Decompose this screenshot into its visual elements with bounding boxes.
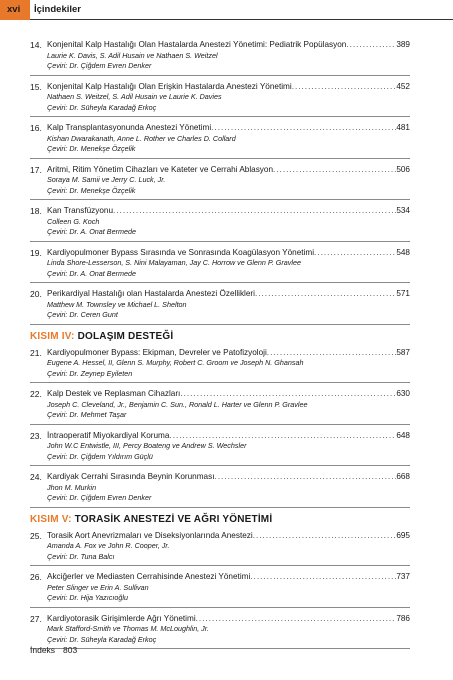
chapter-authors: Soraya M. Samii ve Jerry C. Luck, Jr. — [47, 175, 166, 184]
chapter-line — [47, 614, 410, 625]
toc-entry — [30, 289, 410, 325]
chapter-authors: John W.C Entwistle, III, Percy Boateng ve Andrew S. Wechsler — [47, 441, 247, 450]
chapter-title: Kardiyopulmoner Bypass: Ekipman, Devreler ve Patofizyoloji — [47, 347, 267, 357]
chapter-page: 587 — [396, 347, 410, 357]
chapter-translator: Çeviri: Dr. Süheyla Karadağ Erkoç — [47, 102, 157, 112]
chapter-number: 27. — [30, 613, 42, 624]
chapter-translator: Çeviri: Dr. Çiğdem Evren Denker — [47, 61, 152, 70]
chapter-authors: Nathaen S. Weitzel, S. Adil Husain ve Laurie K. Davies — [47, 92, 222, 101]
section-heading-part-4: KISIM IV: DOLAŞIM DESTEĞİ — [30, 330, 174, 342]
chapter-title: Torasik Aort Anevrizmaları ve Diseksiyonlarında Anestezi — [47, 530, 253, 540]
chapter-title: Perikardiyal Hastalığı olan Hastalarda Anestezi Özellikleri — [47, 289, 255, 298]
chapter-title: Kardiyak Cerrahi Sırasında Beynin Korunması — [47, 472, 215, 481]
chapter-line — [47, 348, 410, 359]
chapter-number: 23. — [30, 430, 42, 441]
chapter-page: 668 — [396, 472, 410, 481]
chapter-authors: Linda Shore-Lesserson, S. Nini Malayaman, Jay C. Horrow ve Glenn P. Gravlee — [47, 258, 301, 267]
dot-leader — [314, 248, 396, 259]
chapter-line — [47, 82, 410, 93]
dot-leader — [169, 431, 396, 442]
chapter-translator: Çeviri: Dr. Tuna Balcı — [47, 551, 115, 561]
toc-entry — [30, 614, 410, 650]
chapter-translator: Çeviri: Dr. Süheyla Karadağ Erkoç — [47, 634, 157, 644]
section-heading-part-5: KISIM V: TORASİK ANESTEZİ VE AĞRI YÖNETİMİ — [30, 513, 273, 525]
chapter-authors: Mark Stafford-Smith ve Thomas M. McLoughlin, Jr. — [47, 624, 209, 633]
chapter-translator: Çeviri: Dr. Menekşe Özçelik — [47, 144, 136, 153]
toc-entry — [30, 389, 410, 425]
chapter-line — [47, 531, 410, 542]
chapter-number: 20. — [30, 289, 42, 299]
dot-leader — [214, 472, 396, 483]
chapter-number: 24. — [30, 472, 42, 482]
dot-leader — [253, 531, 397, 542]
dot-leader — [346, 40, 396, 51]
chapter-authors: Eugene A. Hessel, II, Glenn S. Murphy, Robert C. Groom ve Joseph N. Ghansah — [47, 358, 304, 367]
chapter-title: Kan Transfüzyonu — [47, 206, 113, 215]
dot-leader — [292, 82, 397, 93]
chapter-line — [47, 472, 410, 483]
chapter-line — [47, 123, 410, 134]
chapter-translator: Çeviri: Dr. Çiğdem Evren Denker — [47, 493, 152, 502]
toc-entry — [30, 531, 410, 567]
chapter-page: 630 — [396, 389, 410, 398]
chapter-number: 15. — [30, 81, 42, 92]
dot-leader — [180, 389, 396, 400]
dot-leader — [250, 572, 396, 583]
toc-entry — [30, 431, 410, 467]
toc-entry — [30, 40, 410, 76]
toc-entry — [30, 123, 410, 159]
toc-group-part-4 — [30, 348, 410, 508]
chapter-translator: Çeviri: Dr. Ceren Gunt — [47, 310, 118, 319]
toc-entry — [30, 472, 410, 508]
chapter-number: 18. — [30, 206, 42, 216]
chapter-authors: Amanda A. Fox ve John R. Cooper, Jr. — [47, 541, 170, 550]
chapter-authors: Peter Slinger ve Erin A. Sullivan — [47, 582, 149, 592]
chapter-page: 481 — [396, 123, 410, 132]
chapter-line — [47, 248, 410, 259]
chapter-title: Kardiyopulmoner Bypass Sırasında ve Sonrasında Koagülasyon Yönetimi — [47, 247, 315, 257]
toc-entry — [30, 206, 410, 242]
chapter-authors: Joseph C. Cleveland, Jr., Benjamin C. Sun., Ronald L. Harter ve Glenn P. Gravlee — [47, 399, 308, 409]
chapter-number: 22. — [30, 389, 42, 399]
chapter-page: 389 — [396, 40, 410, 49]
chapter-authors: Kishan Dwarakanath, Anne L. Rother ve Charles D. Collard — [47, 133, 236, 143]
chapter-authors: Jhon M. Murkin — [47, 482, 97, 492]
chapter-line — [47, 389, 410, 400]
chapter-number: 26. — [30, 572, 42, 582]
toc-entry — [30, 248, 410, 284]
page-header — [0, 0, 453, 20]
chapter-title: Konjenital Kalp Hastalığı Olan Hastalarda Anestezi Yönetimi: Pediatrik Popülasyon — [47, 40, 347, 49]
chapter-page: 737 — [396, 572, 410, 581]
index-label: İndeks — [30, 645, 56, 655]
chapter-line — [47, 165, 410, 176]
toc-entry — [30, 572, 410, 608]
dot-leader — [113, 206, 396, 217]
chapter-number: 17. — [30, 164, 42, 175]
chapter-authors: Colleen G. Koch — [47, 216, 100, 226]
chapter-title: Akciğerler ve Mediasten Cerrahisinde Anestezi Yönetimi — [47, 572, 251, 581]
dot-leader — [267, 348, 397, 359]
chapter-number: 16. — [30, 123, 42, 133]
chapter-translator: Çeviri: Dr. A. Onat Bermede — [47, 268, 136, 278]
chapter-page: 695 — [396, 530, 410, 540]
chapter-page: 786 — [396, 613, 410, 623]
chapter-number: 21. — [30, 347, 42, 358]
chapter-translator: Çeviri: Dr. Mehmet Taşar — [47, 410, 127, 419]
chapter-number: 25. — [30, 530, 42, 541]
index-page: 803 — [63, 645, 78, 655]
chapter-page: 506 — [396, 164, 410, 174]
header-rule — [30, 19, 453, 20]
dot-leader — [273, 165, 396, 176]
toc-group-part-3 — [30, 40, 410, 325]
chapter-line — [47, 572, 410, 583]
chapter-title: Aritmi, Ritim Yönetim Cihazları ve Kateter ve Cerrahi Ablasyon — [47, 164, 273, 174]
toc-content — [30, 40, 410, 655]
chapter-title: Kalp Transplantasyonunda Anestezi Yönetimi — [47, 123, 212, 132]
chapter-translator: Çeviri: Dr. Menekşe Özçelik — [47, 185, 136, 195]
chapter-page: 534 — [396, 206, 410, 215]
chapter-page: 648 — [396, 430, 410, 440]
index-line — [30, 645, 85, 655]
chapter-translator: Çeviri: Dr. Çiğdem Yıldırım Güçlü — [47, 451, 153, 461]
chapter-page: 452 — [396, 81, 410, 91]
toc-entry — [30, 348, 410, 384]
chapter-translator: Çeviri: Dr. Zeynep Eyileten — [47, 368, 133, 378]
page-number: xvi — [7, 4, 21, 15]
chapter-title: Konjenital Kalp Hastalığı Olan Erişkin Hastalarda Anestezi Yönetimi — [47, 81, 292, 91]
chapter-line — [47, 289, 410, 300]
dot-leader — [196, 614, 397, 625]
chapter-authors: Laurie K. Davis, S. Adil Husain ve Nathaen S. Weitzel — [47, 50, 218, 60]
chapter-translator: Çeviri: Dr. A. Onat Bermede — [47, 227, 136, 236]
chapter-translator: Çeviri: Dr. Hija Yazıcıoğlu — [47, 593, 128, 602]
chapter-line — [47, 40, 410, 51]
chapter-authors: Matthew M. Townsley ve Michael L. Shelton — [47, 299, 187, 309]
toc-entry — [30, 82, 410, 118]
dot-leader — [211, 123, 396, 134]
chapter-number: 14. — [30, 40, 42, 50]
toc-entry — [30, 165, 410, 201]
toc-group-part-5 — [30, 531, 410, 650]
chapter-title: Kalp Destek ve Replasman Cihazları — [47, 389, 181, 398]
chapter-number: 19. — [30, 247, 42, 258]
running-title: İçindekiler — [34, 4, 81, 15]
chapter-line — [47, 206, 410, 217]
chapter-page: 548 — [396, 247, 410, 257]
chapter-title: İntraoperatif Miyokardiyal Koruma — [47, 430, 170, 440]
chapter-line — [47, 431, 410, 442]
chapter-page: 571 — [396, 289, 410, 298]
dot-leader — [255, 289, 396, 300]
chapter-title: Kardiyotorasik Girişimlerde Ağrı Yönetimi — [47, 613, 196, 623]
